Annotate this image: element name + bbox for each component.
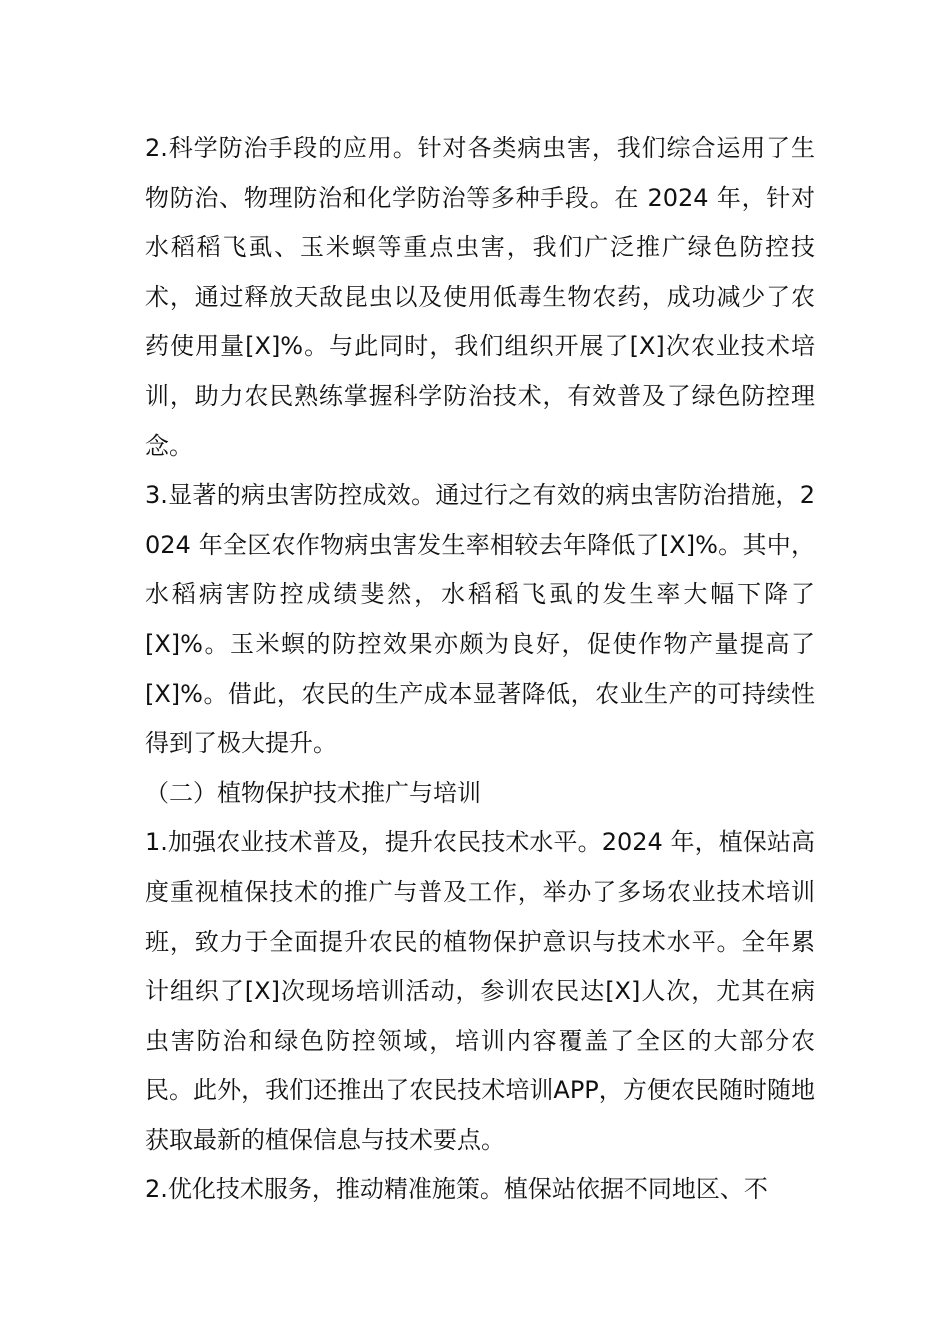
paragraph-technology-popularization: 1.加强农业技术普及，提升农民技术水平。2024 年，植保站高度重视植保技术的推广与普及工作，举办了多场农业技术培训班，致力于全面提升农民的植物保护意识与技术水平。全年累计组织了[X]次现场培训活动，参训农民达[X]人次，尤其在病虫害防治和绿色防控领域，培训内容覆盖了全区的大部分农民。此外，我们还推出了农民技术培训APP，方便农民随时随地获取最新的植保信息与技术要点。 (145, 828, 815, 1154)
paragraph-scientific-control-methods: 2.科学防治手段的应用。针对各类病虫害，我们综合运用了生物防治、物理防治和化学防治等多种手段。在 2024 年，针对水稻稻飞虱、玉米螟等重点虫害，我们广泛推广绿色防控技术，通过释放天敌昆虫以及使用低毒生物农药，成功减少了农药使用量[X]%。与此同时，我们组织开展了[X]次农业技术培训，助力农民熟练掌握科学防治技术，有效普及了绿色防控理念。 (145, 134, 815, 460)
paragraph-control-effectiveness: 3.显著的病虫害防控成效。通过行之有效的病虫害防治措施，2024 年全区农作物病虫害发生率相较去年降低了[X]%。其中，水稻病害防控成绩斐然，水稻稻飞虱的发生率大幅下降了[X]%。玉米螟的防控效果亦颇为良好，促使作物产量提高了[X]%。借此，农民的生产成本显著降低，农业生产的可持续性得到了极大提升。 (145, 481, 815, 758)
section-heading-plant-protection-training: （二）植物保护技术推广与培训 (145, 778, 481, 807)
document-body (145, 124, 815, 1215)
paragraph-optimize-technical-services: 2.优化技术服务，推动精准施策。植保站依据不同地区、不 (145, 1175, 768, 1204)
